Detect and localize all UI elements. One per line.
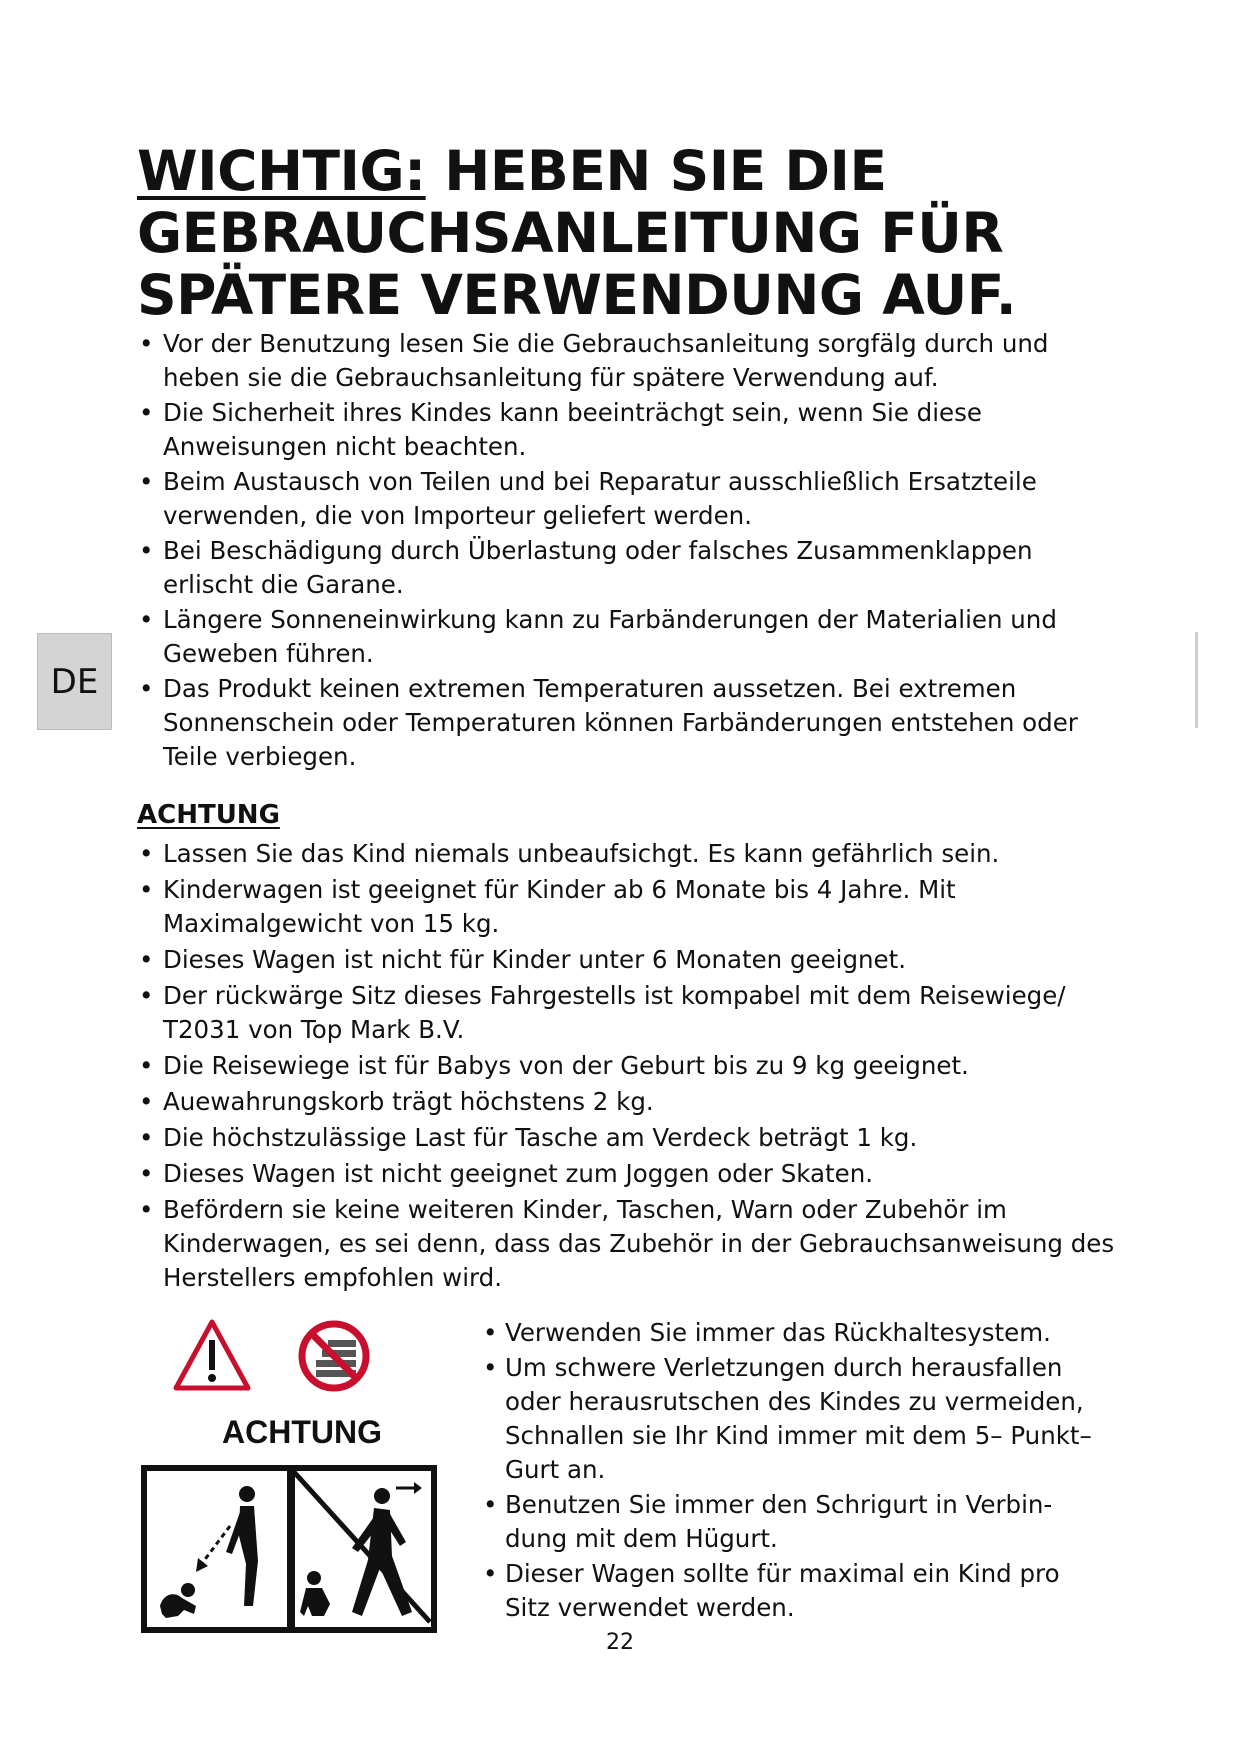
no-climbing-icon xyxy=(302,1324,366,1388)
list-item: • Die Sicherheit ihres Kindes kann beeinträchgt sein, wenn Sie diese Anweisungen nicht beachten. xyxy=(137,396,1117,464)
warning-triangle-icon xyxy=(176,1322,248,1388)
intro-instructions-list xyxy=(137,327,1117,775)
list-item: • Dieses Wagen ist nicht geeignet zum Joggen oder Skaten. xyxy=(137,1157,1117,1191)
restraint-instructions-list xyxy=(481,1316,1101,1626)
title-line-2: GEBRAUCHSANLEITUNG FÜR xyxy=(137,201,1004,265)
page-number: 22 xyxy=(606,1630,634,1655)
list-item: • Die höchstzulässige Last für Tasche am Verdeck beträgt 1 kg. xyxy=(137,1121,1117,1155)
language-tab: DE xyxy=(37,633,112,730)
list-item: • Vor der Benutzung lesen Sie die Gebrauchsanleitung sorgfälg durch und heben sie die Gebrauchsanleitung für spätere Verwendung auf. xyxy=(137,327,1117,395)
title-important-label: WICHTIG: xyxy=(137,139,426,203)
list-item: • Das Produkt keinen extremen Temperaturen aussetzen. Bei extremen Sonnenschein oder Temperaturen können Farbänderungen entstehen oder Teile verbiegen. xyxy=(137,672,1117,774)
list-item: • Die Reisewiege ist für Babys von der Geburt bis zu 9 kg geeignet. xyxy=(137,1049,1117,1083)
title-line-1: HEBEN SIE DIE xyxy=(425,139,887,203)
achtung-list xyxy=(137,837,1117,1297)
list-item: • Dieses Wagen ist nicht für Kinder unter 6 Monaten geeignet. xyxy=(137,943,1117,977)
list-item: • Benutzen Sie immer den Schrigurt in Verbin-dung mit dem Hügurt. xyxy=(481,1488,1101,1556)
list-item: • Dieser Wagen sollte für maximal ein Kind pro Sitz verwendet werden. xyxy=(481,1557,1101,1625)
list-item: • Um schwere Verletzungen durch herausfallen oder herausrutschen des Kindes zu vermeiden, Schnallen sie Ihr Kind immer mit dem 5– Punkt–Gurt an. xyxy=(481,1351,1101,1487)
page-title xyxy=(137,140,1137,326)
list-item: • Längere Sonneneinwirkung kann zu Farbänderungen der Materialien und Geweben führen. xyxy=(137,603,1117,671)
list-item: • Auewahrungskorb trägt höchstens 2 kg. xyxy=(137,1085,1117,1119)
list-item: • Der rückwärge Sitz dieses Fahrgestells ist kompabel mit dem Reisewiege/ T2031 von Top Mark B.V. xyxy=(137,979,1117,1047)
list-item: • Verwenden Sie immer das Rückhaltesystem. xyxy=(481,1316,1101,1350)
list-item: • Bei Beschädigung durch Überlastung oder falsches Zusammenklappen erlischt die Garane. xyxy=(137,534,1117,602)
falling-child-icon xyxy=(144,1468,292,1630)
warning-caption: ACHTUNG xyxy=(222,1414,382,1450)
list-item: • Beim Austausch von Teilen und bei Reparatur ausschließlich Ersatzteile verwenden, die von Importeur geliefert werden. xyxy=(137,465,1117,533)
list-item: • Lassen Sie das Kind niemals unbeaufsichgt. Es kann gefährlich sein. xyxy=(137,837,1117,871)
walking-away-icon xyxy=(290,1468,434,1630)
page-edge-marker xyxy=(1195,632,1198,728)
title-line-3: SPÄTERE VERWENDUNG AUF. xyxy=(137,263,1017,327)
achtung-heading: ACHTUNG xyxy=(137,800,280,830)
warning-pictogram xyxy=(140,1316,470,1636)
list-item: • Befördern sie keine weiteren Kinder, Taschen, Warn oder Zubehör im Kinderwagen, es sei denn, dass das Zubehör in der Gebrauchsanweisung des Herstellers empfohlen wird. xyxy=(137,1193,1117,1295)
list-item: • Kinderwagen ist geeignet für Kinder ab 6 Monate bis 4 Jahre. Mit Maximalgewicht von 15 kg. xyxy=(137,873,1117,941)
